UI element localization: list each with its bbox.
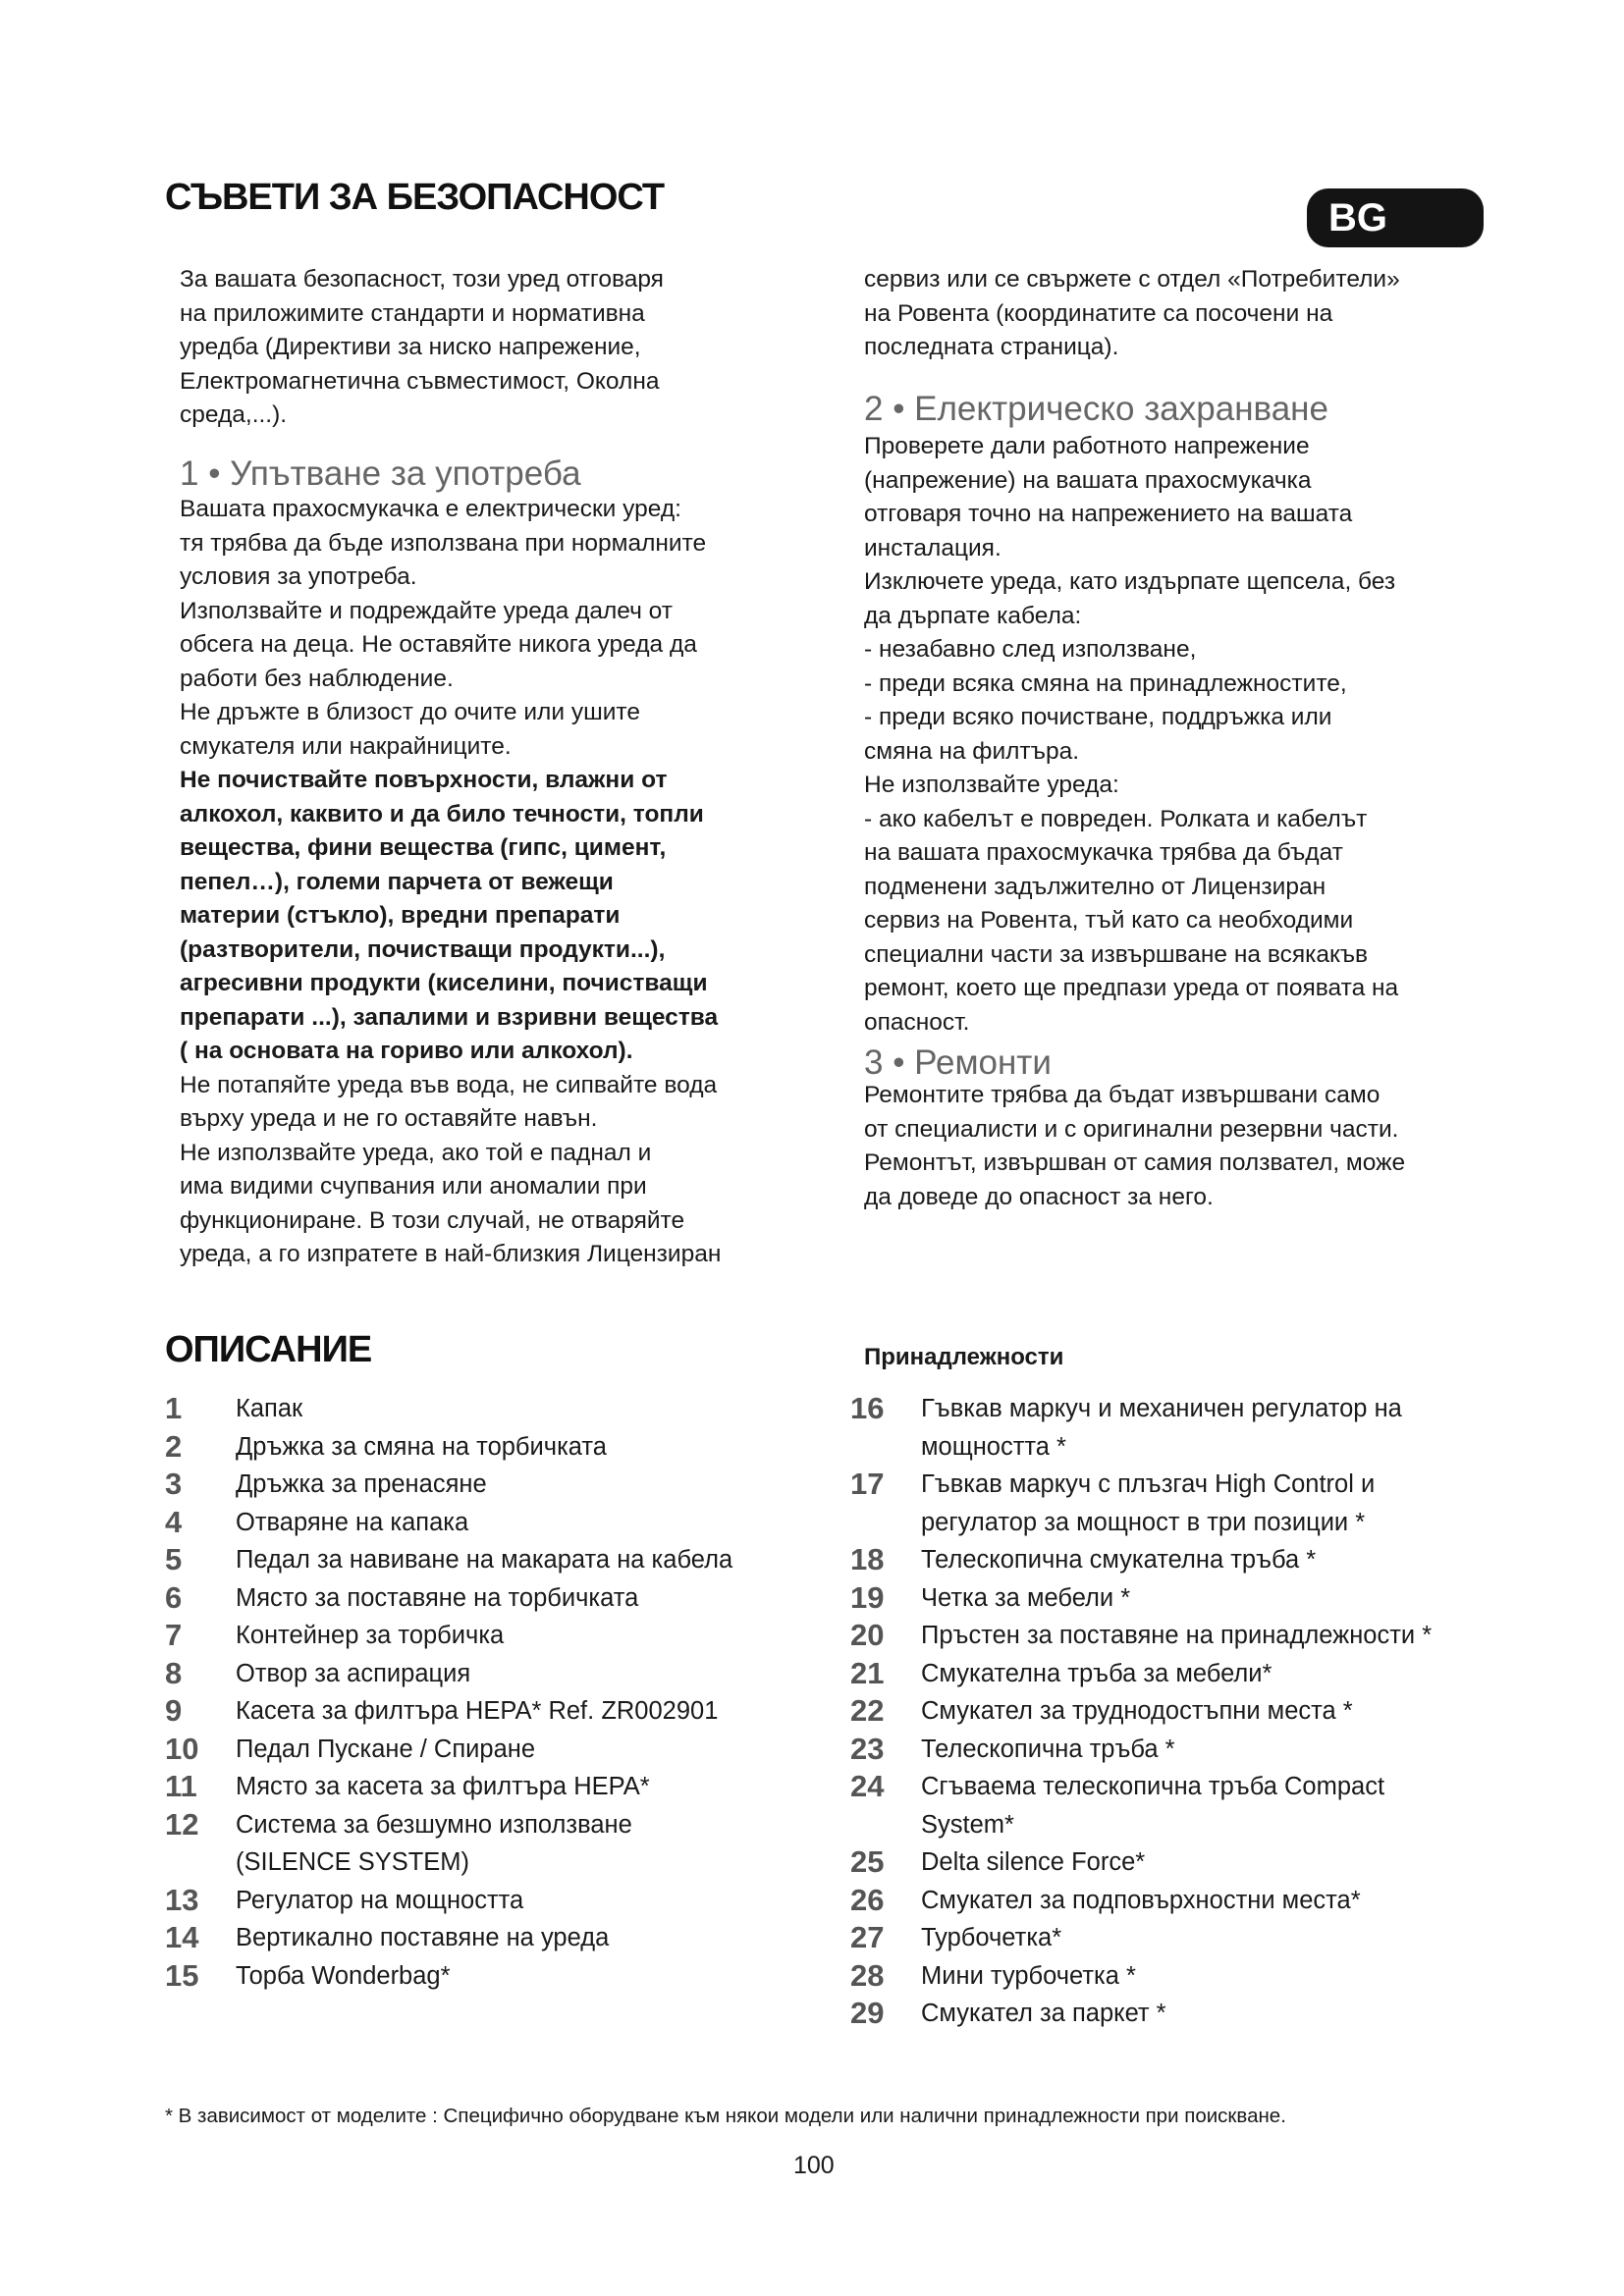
text-line: инсталация.: [864, 534, 1001, 561]
item-label: [236, 1731, 535, 1769]
text-line: последната страница).: [864, 334, 1119, 360]
item-label-line: Мини турбочетка *: [921, 1961, 1136, 1990]
list-item: [165, 1579, 732, 1618]
item-label-line: Отваряне на капака: [236, 1508, 469, 1536]
item-label-line: Система за безшумно използване: [236, 1810, 632, 1839]
text-line: препарати ...), запалими и взривни вещества: [180, 1003, 719, 1031]
text-line: да дърпате кабела:: [864, 602, 1082, 629]
item-label-line: Място за касета за филтъра HEPA*: [236, 1773, 650, 1800]
item-number: 20: [850, 1618, 885, 1652]
text-line: - преди всяка смяна на принадлежностите,: [864, 669, 1347, 697]
item-label: [921, 1692, 1353, 1731]
item-number: 24: [850, 1769, 885, 1803]
item-label-line: Пръстен за поставяне на принадлежности *: [921, 1622, 1433, 1649]
section-1-body: [180, 493, 818, 1272]
text-line: (напрежение) на вашата прахосмукачка: [864, 466, 1312, 494]
item-label-line: Смукател за паркет *: [921, 2000, 1166, 2027]
list-item: [850, 1882, 1432, 1920]
item-label: [921, 1919, 1061, 1957]
list-item: [165, 1957, 732, 1996]
item-label-line: Педал Пускане / Спиране: [236, 1735, 536, 1763]
parts-list: [165, 1390, 732, 1995]
text-line: сервиз или се свържете с отдел «Потребители»: [864, 266, 1400, 293]
item-label-line: Гъвкав маркуч и механичен регулатор на: [921, 1395, 1402, 1422]
item-label: [921, 1731, 1175, 1769]
section-1-continued: [864, 263, 1502, 365]
text-line: ремонт, което ще предпази уреда от появата на: [864, 975, 1399, 1001]
page-number: 100: [793, 2152, 835, 2179]
list-item: [165, 1882, 732, 1920]
text-line: тя трябва да бъде използвана при нормалните: [180, 529, 707, 557]
list-item: [850, 1843, 1432, 1882]
item-number: 6: [165, 1579, 183, 1615]
item-number: 16: [850, 1391, 885, 1425]
text-line: Не използвайте уреда:: [864, 772, 1119, 798]
section-3-body: [864, 1079, 1502, 1214]
text-line: алкохол, каквито и да било течности, топли: [180, 800, 704, 828]
text-line: Не използвайте уреда, ако той е паднал и: [180, 1139, 652, 1166]
text-line: ( на основата на гориво или алкохол).: [180, 1038, 633, 1064]
list-item: [850, 1731, 1432, 1769]
item-label: [236, 1957, 451, 1996]
text-line: Ремонтът, извършван от самия ползвател, може: [864, 1149, 1406, 1176]
item-number: 8: [165, 1655, 183, 1690]
language-badge: BG: [1307, 188, 1484, 247]
text-line: материи (стъкло), вредни препарати: [180, 902, 621, 929]
list-item: [850, 1957, 1432, 1996]
safety-title: СЪВЕТИ ЗА БЕЗОПАСНОСТ: [165, 177, 665, 218]
text-line: вещества, фини вещества (гипс, цимент,: [180, 834, 667, 861]
accessories-list: [850, 1390, 1432, 2033]
item-label: [236, 1390, 302, 1428]
item-label: [921, 1541, 1316, 1579]
item-number: 10: [165, 1731, 199, 1766]
item-label: [921, 1882, 1361, 1920]
item-label-line: Контейнер за торбичка: [236, 1622, 505, 1649]
item-number: 12: [165, 1806, 199, 1842]
list-item: [850, 1617, 1432, 1655]
item-label-line: Гъвкав маркуч с плъзгач High Control и: [921, 1470, 1376, 1498]
text-line: - преди всяко почистване, поддръжка или: [864, 704, 1332, 730]
item-label: [236, 1919, 609, 1957]
list-item: [850, 1466, 1432, 1541]
text-line: да доведе до опасност за него.: [864, 1183, 1214, 1210]
text-line: обсега на деца. Не оставяйте никога уреда да: [180, 631, 697, 658]
list-item: [165, 1617, 732, 1655]
list-item: [165, 1504, 732, 1542]
item-number: 29: [850, 1996, 885, 2030]
text-line: на Ровента (координатите са посочени на: [864, 299, 1333, 327]
list-item: [165, 1466, 732, 1504]
text-line: уреда, а го изпратете в най-близкия Лицензиран: [180, 1241, 722, 1267]
text-line: Не потапяйте уреда във вода, не сипвайте вода: [180, 1071, 718, 1098]
item-label: [236, 1428, 607, 1467]
item-number: 23: [850, 1731, 885, 1766]
text-line: подменени задължително от Лицензиран: [864, 873, 1326, 900]
footnote: * В зависимост от моделите : Специфично оборудване към някои модели или налични принадлежности при поискване.: [165, 2105, 1286, 2127]
item-number: 22: [850, 1693, 885, 1728]
list-item: [850, 1655, 1432, 1693]
item-label-line: Капак: [236, 1395, 303, 1422]
item-label: [236, 1768, 650, 1806]
text-line: смяна на филтъра.: [864, 737, 1080, 765]
item-label: [236, 1579, 638, 1618]
item-number: 21: [850, 1655, 885, 1690]
item-label-line: Телескопична тръба *: [921, 1735, 1175, 1763]
item-label-line: Delta silence Force*: [921, 1848, 1146, 1876]
text-line: Използвайте и подреждайте уреда далеч от: [180, 597, 673, 624]
list-item: [165, 1655, 732, 1693]
item-label: [236, 1504, 468, 1542]
text-line: (разтворители, почистващи продукти...),: [180, 935, 666, 963]
item-label-line: Регулатор на мощността: [236, 1886, 524, 1914]
item-label-line: Телескопична смукателна тръба *: [921, 1546, 1317, 1574]
item-label: [921, 1655, 1272, 1693]
list-item: [165, 1768, 732, 1806]
item-label: [236, 1882, 523, 1920]
item-label-line: Смукател за труднодостъпни места *: [921, 1697, 1353, 1725]
list-item: [850, 1768, 1432, 1843]
item-label-line: Торба Wonderbag*: [236, 1961, 451, 1990]
item-label-line: Вертикално поставяне на уреда: [236, 1924, 610, 1951]
item-number: 1: [165, 1391, 183, 1425]
item-label: [921, 1768, 1384, 1843]
list-item: [850, 1995, 1432, 2033]
item-label-line: мощността *: [921, 1432, 1066, 1461]
item-number: 11: [165, 1769, 197, 1803]
text-line: сервиз на Ровента, тъй като са необходими: [864, 907, 1354, 934]
text-line: функциониране. В този случай, не отваряйте: [180, 1206, 685, 1234]
item-number: 27: [850, 1920, 885, 1954]
text-line: - ако кабелът е повреден. Ролката и кабелът: [864, 805, 1368, 832]
list-item: [165, 1806, 732, 1882]
section-2-body: [864, 430, 1502, 1040]
text-line: пепел…), големи парчета от вежещи: [180, 868, 614, 895]
item-number: 28: [850, 1957, 885, 1993]
list-item: [850, 1919, 1432, 1957]
item-label: [921, 1995, 1166, 2033]
item-label: [236, 1692, 718, 1731]
item-label-line: Четка за мебели *: [921, 1583, 1131, 1612]
item-label-line: Дръжка за пренасяне: [236, 1470, 487, 1498]
item-number: 13: [165, 1882, 199, 1917]
text-line: Ремонтите трябва да бъдат извършвани само: [864, 1082, 1380, 1108]
item-number: 14: [165, 1920, 199, 1954]
item-label-line: (SILENCE SYSTEM): [236, 1848, 470, 1876]
text-line: уредба (Директиви за ниско напрежение,: [180, 334, 641, 360]
item-number: 19: [850, 1579, 885, 1615]
item-label: [921, 1617, 1432, 1655]
text-line: върху уреда и не го оставяйте навън.: [180, 1105, 598, 1132]
list-item: [850, 1390, 1432, 1466]
item-label: [921, 1390, 1402, 1466]
text-line: Не почиствайте повърхности, влажни от: [180, 767, 668, 793]
item-number: 4: [165, 1504, 183, 1539]
text-line: - незабавно след използване,: [864, 636, 1197, 663]
accessories-title: Принадлежности: [864, 1344, 1064, 1370]
item-label: [236, 1541, 732, 1579]
item-label: [236, 1617, 504, 1655]
item-label-line: Дръжка за смяна на торбичката: [236, 1432, 607, 1461]
item-number: 9: [165, 1693, 183, 1728]
text-line: работи без наблюдение.: [180, 665, 454, 692]
item-label-line: Сгъваема телескопична тръба Compact: [921, 1773, 1385, 1800]
text-line: на приложимите стандарти и нормативна: [180, 299, 645, 327]
section-2-heading: 2 • Електрическо захранване: [864, 390, 1328, 428]
item-number: 25: [850, 1844, 885, 1879]
text-line: Проверете дали работното напрежение: [864, 433, 1310, 459]
item-label-line: Място за поставяне на торбичката: [236, 1583, 639, 1612]
item-label-line: Отвор за аспирация: [236, 1659, 471, 1687]
item-label: [236, 1466, 487, 1504]
item-label-line: Педал за навиване на макарата на кабела: [236, 1546, 733, 1574]
item-label-line: Смукателна тръба за мебели*: [921, 1659, 1272, 1687]
item-label: [921, 1957, 1136, 1996]
item-number: 2: [165, 1428, 183, 1464]
item-number: 5: [165, 1542, 183, 1576]
list-item: [165, 1390, 732, 1428]
text-line: За вашата безопасност, този уред отговаря: [180, 266, 664, 293]
item-label: [236, 1806, 632, 1882]
item-label-line: System*: [921, 1810, 1014, 1839]
text-line: среда,...).: [180, 401, 288, 428]
list-item: [165, 1428, 732, 1467]
item-number: 3: [165, 1467, 183, 1501]
item-label: [921, 1466, 1375, 1541]
list-item: [850, 1541, 1432, 1579]
item-label: [236, 1655, 470, 1693]
section-3-heading: 3 • Ремонти: [864, 1043, 1052, 1082]
item-number: 26: [850, 1882, 885, 1917]
text-line: Изключете уреда, като издърпате щепсела, без: [864, 568, 1396, 595]
text-line: има видими счупвания или аномалии при: [180, 1173, 647, 1200]
list-item: [165, 1541, 732, 1579]
text-line: агресивни продукти (киселини, почистващи: [180, 970, 708, 996]
item-label: [921, 1843, 1145, 1882]
item-number: 18: [850, 1542, 885, 1576]
text-line: специални части за извършване на всякакъв: [864, 940, 1369, 968]
text-line: опасност.: [864, 1008, 970, 1036]
item-label-line: Смукател за подповърхностни места*: [921, 1886, 1361, 1914]
section-1-heading: 1 • Упътване за употреба: [180, 454, 581, 493]
item-number: 7: [165, 1618, 183, 1652]
list-item: [850, 1579, 1432, 1618]
text-line: Не дръжте в близост до очите или ушите: [180, 699, 641, 725]
text-line: от специалисти и с оригинални резервни части.: [864, 1115, 1399, 1143]
item-number: 15: [165, 1957, 199, 1993]
text-line: смукателя или накрайниците.: [180, 732, 512, 760]
item-label: [921, 1579, 1130, 1618]
item-label-line: Касета за филтъра HEPA* Ref. ZR002901: [236, 1697, 719, 1725]
description-title: ОПИСАНИЕ: [165, 1329, 372, 1370]
item-number: 17: [850, 1467, 885, 1501]
item-label-line: Турбочетка*: [921, 1924, 1062, 1951]
list-item: [850, 1692, 1432, 1731]
safety-intro: [180, 263, 818, 433]
text-line: отговаря точно на напрежението на вашата: [864, 501, 1353, 527]
item-label-line: регулатор за мощност в три позиции *: [921, 1508, 1366, 1536]
list-item: [165, 1919, 732, 1957]
text-line: Електромагнетична съвместимост, Околна: [180, 367, 660, 395]
text-line: Вашата прахосмукачка е електрически уред:: [180, 496, 681, 522]
text-line: на вашата прахосмукачка трябва да бъдат: [864, 839, 1343, 866]
list-item: [165, 1692, 732, 1731]
text-line: условия за употреба.: [180, 563, 417, 590]
list-item: [165, 1731, 732, 1769]
